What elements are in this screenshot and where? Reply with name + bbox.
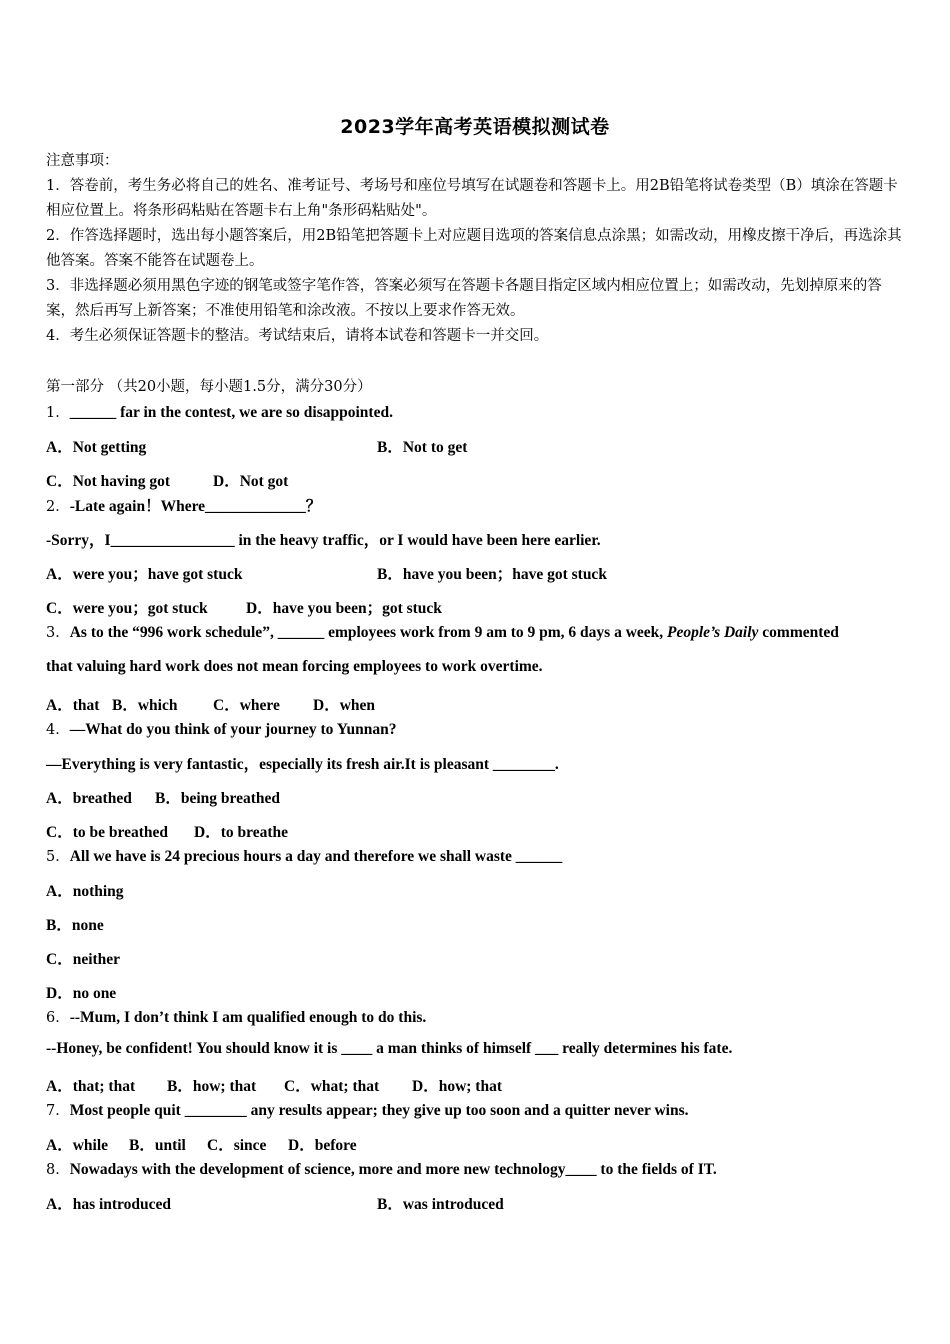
question-3 xyxy=(46,621,839,642)
section-desc: （共20小题，每小题1.5分，满分30分） xyxy=(108,379,372,395)
option-c: C．were you；got stuck xyxy=(46,600,208,617)
question-stem: Most people quit ________ any results appear; they give up too soon and a quitter never wins. xyxy=(69,1102,689,1119)
question-2 xyxy=(46,494,321,516)
option-c: C．since xyxy=(207,1137,267,1154)
option-d: D．have you been；got stuck xyxy=(246,600,442,617)
question-number: 2． xyxy=(46,499,70,515)
option-a: A．nothing xyxy=(46,883,124,900)
question-stem: -Late again！Where_____________？ xyxy=(69,498,322,515)
option-b: B．Not to get xyxy=(377,439,468,456)
question-7 xyxy=(46,1099,689,1120)
option-b: B．have you been；have got stuck xyxy=(377,566,607,583)
question-number: 4． xyxy=(46,722,70,738)
question-stem: All we have is 24 precious hours a day and therefore we shall waste ______ xyxy=(69,848,563,865)
question-stem: Nowadays with the development of science, more and more new technology____ to the fields of IT. xyxy=(69,1161,717,1178)
question-4 xyxy=(46,718,396,739)
question-number: 7． xyxy=(46,1103,70,1119)
option-d: D．no one xyxy=(46,985,117,1002)
option-c: C．what; that xyxy=(284,1078,380,1095)
notice-item: 4．考生必须保证答题卡的整洁。考试结束后，请将本试卷和答题卡一并交回。 xyxy=(46,328,549,344)
question-number: 8． xyxy=(46,1162,70,1178)
question-stem-line: —Everything is very fantastic，especially its fresh air.It is pleasant ________. xyxy=(46,756,559,773)
option-a: A．has introduced xyxy=(46,1196,172,1213)
option-a: A．breathed xyxy=(46,790,132,807)
option-c: C．Not having got xyxy=(46,473,171,490)
question-5 xyxy=(46,845,562,866)
option-d: D．to breathe xyxy=(194,824,288,841)
question-number: 3． xyxy=(46,625,70,641)
option-c: C．neither xyxy=(46,951,121,968)
section-label: 第一部分 xyxy=(46,379,109,395)
option-b: B．how; that xyxy=(167,1078,257,1095)
option-b: B．none xyxy=(46,917,104,934)
option-b: B．was introduced xyxy=(377,1196,504,1213)
option-a: A．that; that xyxy=(46,1078,136,1095)
page-title: 2023学年高考英语模拟测试卷 xyxy=(340,116,610,138)
question-stem-end: commented xyxy=(758,624,839,641)
question-stem: As to the “996 work schedule”, ______ employees work from 9 am to 9 pm, 6 days a week, xyxy=(69,624,668,641)
option-b: B．being breathed xyxy=(155,790,281,807)
newspaper-name: People’s Daily xyxy=(667,624,759,641)
option-a: A．Not getting xyxy=(46,439,147,456)
option-b: B．until xyxy=(129,1137,186,1154)
notice-heading: 注意事项： xyxy=(46,153,119,169)
option-d: D．Not got xyxy=(213,473,289,490)
question-number: 1． xyxy=(46,405,70,421)
question-1 xyxy=(46,401,393,422)
question-stem: ______ far in the contest, we are so disappointed. xyxy=(69,404,393,421)
option-a: A．were you；have got stuck xyxy=(46,566,243,583)
question-8 xyxy=(46,1158,717,1179)
notice-item: 3．非选择题必须用黑色字迹的钢笔或签字笔作答，答案必须写在答题卡各题目指定区域内相应位置上；如需改动，先划掉原来的答案，然后再写上新答案；不准使用铅笔和涂改液。不按以上要求作答无效。 xyxy=(46,278,882,319)
question-number: 5． xyxy=(46,849,70,865)
question-6 xyxy=(46,1006,426,1027)
option-d: D．how; that xyxy=(412,1078,502,1095)
section-header xyxy=(46,375,372,396)
option-c: C．where xyxy=(213,697,280,714)
notice-item: 2．作答选择题时，选出每小题答案后，用2B铅笔把答题卡上对应题目选项的答案信息点涂黑；如需改动，用橡皮擦干净后，再选涂其他答案。答案不能答在试题卷上。 xyxy=(46,228,902,269)
question-stem-line: that valuing hard work does not mean forcing employees to work overtime. xyxy=(46,658,543,675)
question-number: 6． xyxy=(46,1010,70,1026)
question-stem-line: -Sorry，I________________ in the heavy traffic，or I would have been here earlier. xyxy=(46,532,601,549)
option-a: A．while xyxy=(46,1137,109,1154)
question-stem: --Mum, I don’t think I am qualified enough to do this. xyxy=(69,1009,427,1026)
option-c: C．to be breathed xyxy=(46,824,168,841)
option-b: B．which xyxy=(112,697,178,714)
option-a: A．that xyxy=(46,697,100,714)
question-stem-line: --Honey, be confident! You should know it is ____ a man thinks of himself ___ really determines his fate. xyxy=(46,1040,733,1057)
option-d: D．before xyxy=(288,1137,357,1154)
notice-item: 1．答卷前，考生务必将自己的姓名、准考证号、考场号和座位号填写在试题卷和答题卡上。用2B铅笔将试卷类型（B）填涂在答题卡相应位置上。将条形码粘贴在答题卡右上角"条形码粘贴处"。 xyxy=(46,178,898,219)
notice-block xyxy=(46,149,906,349)
question-stem: —What do you think of your journey to Yunnan? xyxy=(69,721,397,738)
option-d: D．when xyxy=(313,697,376,714)
